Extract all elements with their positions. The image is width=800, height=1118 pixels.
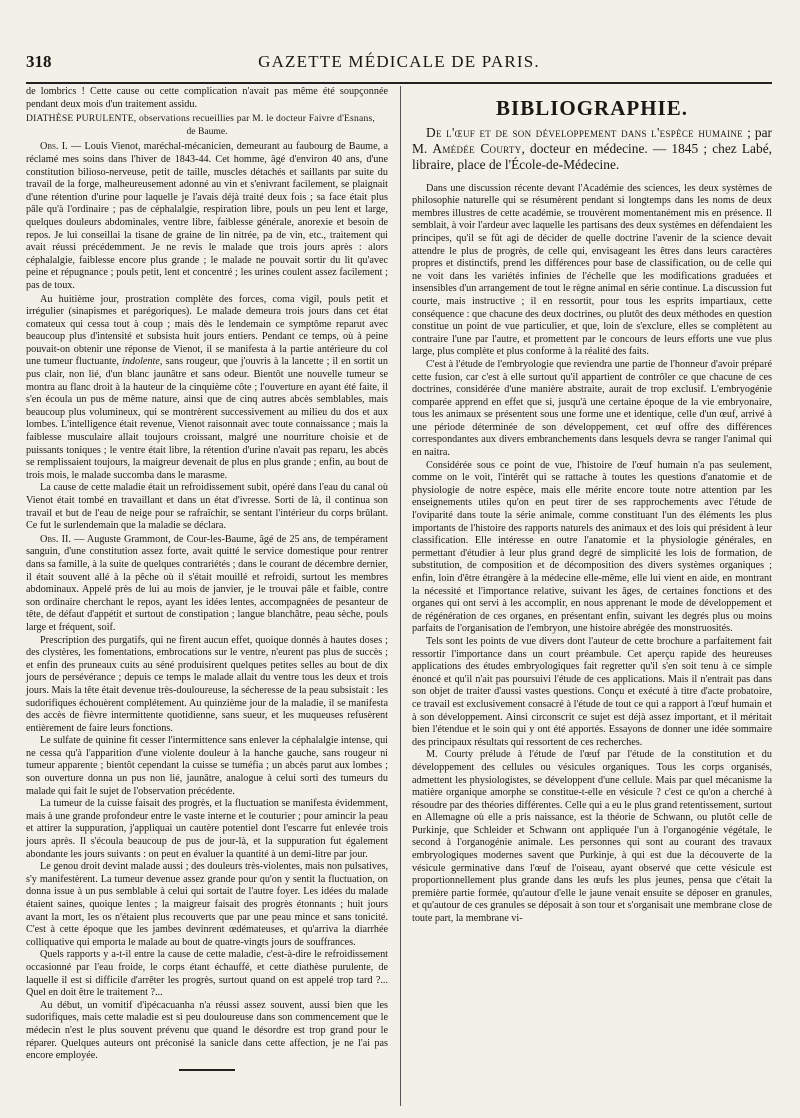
review-paragraph-2: C'est à l'étude de l'embryologie que reviendra une partie de l'honneur d'avoir préparé cette fusion, car c'est à elle surtout qu'il appartient de contrôler ce que chacune de ces doctrines, considérée d'une manière abstraite, aurait de trop exclusif. L'embryogénie comparée apprend en effet que si, jusqu'à une certaine époque de la vie embryonaire, tous les animaux se présentent sous une forme une et identique, celle d'un œuf, arrivé à une période déterminée de son développement, cet œuf offre des différences correspondantes aux divers embranchements dans lesquels devra se ranger l'animal qui en naitra. [412, 358, 772, 459]
page-number: 318 [26, 52, 52, 71]
book-title: De l'œuf et de son développement dans l'espèce humaine [426, 124, 743, 140]
paragraph-cause: La cause de cette maladie était un refroidissement subit, opéré dans l'eau du canal où Vienot était tombé en travaillant et dans un état d'ivresse. Sorti de là, il continua son travail et but de l'eau de neige pour se rafraîchir, se sentant l'intérieur du corps brûlant. Ce fut le surlendemain que la maladie se déclara. [26, 482, 388, 532]
book-ref-mid: ; par M. [412, 124, 772, 156]
review-paragraph-3: Considérée sous ce point de vue, l'histoire de l'œuf humain n'a pas seulement, comme on le voit, l'intérêt qui se rattache à toutes les questions d'anatomie et de physiologie de notre espèce, mais elle mérite encore toute notre attention par les enseignements utiles qu'on en peut tirer de ses rapprochements avec l'étude de l'oviparité dans toute la série animale, comme constituant l'un des éléments les plus importants de l'histoire des rapports naturels des animaux et des lois qui président à leur classification. Elle intéresse en outre l'anatomie et la physiologie générales, en permettant d'étudier à leur plus grand degré de simplicité les lois de formation, de substitution, de composition et de décomposition des divers systèmes organiques ; enfin, loin d'être étrangère à la médecine elle-même, elle lui vient en aide, en montrant la nécessité et l'importance relative, suivant les âges, de certaines fonctions et des organes qui ont servi à les accomplir, en nous apprenant le mode de développement et de régénération de ces organes, en présentant enfin, suivant les degrés plus ou moins parfaits de l'organisation de l'embryon, une histoire abrégée des monstruosités. [412, 459, 772, 635]
paragraph-huitieme-head: Au huitième jour, prostration complète des forces, coma vigil, pouls petit et irrégulier (sinapismes et parégoriques). Le malade demeura trois jours dans cet état comateux qui cessa tout à coup ; mais dès le lendemain ce symptôme reparut avec beaucoup plus d'intensité et subsista huit jours entiers. Pendant ce temps, où à peine pouvait-on obtenir une réponse de Vienot, il se manifesta à la partie antérieure du col une tumeur fluctuante, [26, 293, 388, 368]
left-column [26, 86, 388, 1071]
review-paragraph-4: Tels sont les points de vue divers dont l'auteur de cette brochure a parfaitement fait ressortir l'importance dans un court préambule. Cet aperçu rapide des heureuses applications des études embryologiques fait regretter qu'il s'en soit tenu à ce simple énoncé et qu'il n'ait pas poursuivi l'étude de ces applications. Mais il n'entrait pas dans son objet de traiter d'aussi vastes questions. Conçu et exécuté à titre d'acte probatoire, ce travail est exclusivement consacré à l'étude de tout ce qui a rapport à l'œuf humain et à son développement. Ainsi circonscrit ce sujet est déjà assez important, et il méritait bien l'étendue et le soin qui y ont été apportés. Essayons de donner une idée sommaire des principaux résultats qui ressortent de ces recherches. [412, 635, 772, 748]
emphasis-indolente: indolente [121, 356, 160, 368]
observation-2 [26, 534, 388, 635]
observation-2-text: — Auguste Grammont, de Cour-les-Baume, âgé de 25 ans, de tempérament sanguin, d'une constitution assez forte, avait quitté le service domestique pour rentrer dans sa famille, à la suite de quelques contrariétés ; dans le courant de décembre dernier, il était souvent allé à la pêche où il s'était mouillé et refroidi, surtout les membres abdominaux. Appelé près de lui au mois de janvier, je le trouvai pâle et faible, contre son ordinaire cherchant le repos, ayant les idées lentes, accompagnées de pesanteur de tête, de défaut d'appétit et surtout de constipation ; langue blanchâtre, peau sèche, pouls large et fréquent, soif. [26, 533, 388, 633]
case-title: DIATHÈSE PURULENTE, observations recueillies par M. le docteur Faivre d'Esnans, [26, 113, 375, 125]
book-ref-tail: , docteur en médecine. — 1845 ; chez Labé, libraire, place de l'École-de-Médecine. [412, 140, 772, 172]
paragraph-prescription: Prescription des purgatifs, qui ne firent aucun effet, quoique donnés à hautes doses ; des clystères, les fomentations, embrocations sur le ventre, n'eurent pas plus de succès ; et enfin des pruneaux cuits au séné produisirent quelques petites selles au bout de dix jours de persévérance ; depuis ce temps le malade allait du ventre tous les deux et trois jours. Mais la tête était devenue très-douloureuse, la sécheresse de la peau subsistait : les sudorifiques échouèrent complétement. Au quinzième jour de la maladie, il se manifesta des accès de fièvre intermittente quotidienne, sans sueur, et les muqueuses refusèrent entièrement de faire leurs fonctions. [26, 634, 388, 734]
header-rule [26, 82, 772, 84]
paragraph-huitieme-tail: , sans rougeur, que j'ouvris à la lancette ; il en sortit un pus clair, non lié, d'un blanc jaunâtre et sans odeur. Bientôt une nouvelle tumeur se montra au flanc droit à la hauteur de la cinquième côte ; l'ouverture en ayant été faite, il s'en écoula un pus de même nature, ainsi que de cinq autres abcès semblables, mais beaucoup plus volumineux, qui se montrèrent successivement au milieu du dos et aux lombes. L'intelligence était revenue, Vienot raisonnait avec toute connaissance ; mais la faiblesse musculaire allait toujours croissant, malgré une nourriture choisie et de puissants toniques ; le ventre était libre, la rétention d'urine n'avait pas reparu, les abcès se remplissaient toujours, la maigreur devenait de plus en plus grande ; enfin, au bout de trois mois, le malade succomba dans le marasme. [26, 356, 388, 481]
intro-paragraph: de lombrics ! Cette cause ou cette complication n'avait pas même été soupçonnée pendant deux mois d'un traitement assidu. [26, 86, 388, 110]
case-heading [26, 113, 388, 138]
column-divider [400, 86, 401, 1106]
section-title: BIBLIOGRAPHIE. [496, 96, 688, 120]
paragraph-rapports: Quels rapports y a-t-il entre la cause de cette maladie, c'est-à-dire le refroidissement occasionné par l'eau froide, le corps étant échauffé, et cette diathèse purulente, de laquelle il est si difficile d'arrêter les progrès, surtout quand on est appelé trop tard ?... Quel en doit être le traitement ?... [26, 949, 388, 999]
paragraph-tumeur: La tumeur de la cuisse faisait des progrès, et la fluctuation se manifesta évidemment, mais à une grande profondeur entre le vaste interne et le couturier ; pour amincir la peau et attirer la suppuration, j'appliquai un cautère potentiel dont l'escarre fut enlevée trois jours après. Il s'écoula beaucoup de pus de jour-là, et la suppuration fut également abondante les jours suivants : on peut en évaluer la quantité à un demi-litre par jour. [26, 798, 388, 860]
review-paragraph-1: Dans une discussion récente devant l'Académie des sciences, les deux systèmes de philosophie naturelle qui se résumèrent pendant si longtemps dans les noms de deux membres illustres de cette académie, se trouvèrent momentanément mis en présence. Il semblait, à voir l'ardeur avec laquelle les partisans des deux systèmes en défendaient les principes, qu'il se fût agi de décider de quelle doctrine l'avenir de la science devait attendre le plus de progrès, de celle qui, envisageant les êtres dans leurs caractères propres et distinctifs, prend les différences pour base de classification, ou de celle qui ne voit dans les variétés infinies de l'échelle que les modifications graduées et insensibles d'un arrangement de tout le règne animal en série continue. La discussion fut courte, mais instructive ; il en ressortit, pour tous les esprits impartiaux, cette conséquence : que chacune des deux doctrines, ou plutôt des deux méthodes en question constitue un point de vue particulier, et que, loin de s'exclure, elles se complètent au contraire l'une par l'autre, et promettent par le concours de leurs efforts une vue plus large, plus complète et plus conforme à la réalité des faits. [412, 182, 772, 358]
paragraph-debut: Au début, un vomitif d'ipécacuanha n'a réussi assez souvent, aussi bien que les sudorifiques, mais cette maladie est si peu douloureuse dans son commencement que le médecin n'est le plus souvent prévenu que quand le désordre est trop grand pour le réparer. Quelques auteurs ont préconisé la sanicle dans cette affection, je ne l'ai pas encore employée. [26, 999, 388, 1062]
journal-title: GAZETTE MÉDICALE DE PARIS. [258, 52, 540, 71]
book-reference [412, 125, 772, 173]
end-rule [179, 1069, 235, 1071]
paragraph-sulfate: Le sulfate de quinine fit cesser l'intermittence sans enlever la céphalalgie intense, qui ne cessa qu'à l'apparition d'une violente douleur à la hanche gauche, sans rougeur ni tumeur apparente ; bientôt cependant la cuisse se tuméfia ; un abcès parut aux lombes ; son ouverture donna un pus non lié, jaunâtre, analogue à celui sorti des tumeurs du malade qui fait le sujet de l'observation précédente. [26, 735, 388, 797]
page-header [26, 52, 772, 76]
case-byline: de Baume. [186, 125, 228, 137]
book-author: Amédée Courty [432, 140, 522, 156]
observation-2-label: Obs. II. [40, 533, 71, 545]
review-paragraph-5: M. Courty prélude à l'étude de l'œuf par l'étude de la constitution et du développement des cellules ou vésicules organiques. Tous les corps organisés, admettent les physiologistes, se développent d'une cellule. Mais par quel mécanisme la matière organique amorphe se constitue-t-elle en vésicule ? c'est ce qu'on a cherché à résoudre par des théories différentes. Celle qui a eu le plus grand retentissement, surtout en Allemagne où elle a pris naissance, est la théorie de Schwann, ou plutôt celle de Purkinje, que Schleider et Schwann ont appliquée l'un à l'organogénie végétale, le second à l'organogénie animale. Les personnes qui sont au courant des travaux embryologiques modernes savent que Purkinje, à qui est due la découverte de la vésicule germinative dans l'œuf de l'oiseau, ayant observé que cette vésicule est proportionnellement plus grande dans les œufs les plus jeunes, pensa que c'était la première partie formée, qu'autour d'elle le jaune venait ensuite se déposer en granules, et qu'autour de ces granules se déposait à son tour et s'organisait une membrane close de toute part, la membrane vi- [412, 749, 772, 925]
right-column [412, 86, 772, 926]
observation-1-text: — Louis Vienot, maréchal-mécanicien, demeurant au faubourg de Baume, a réclamé mes soins dans l'hiver de 1843-44. Cet homme, âgé d'environ 40 ans, d'une constitution bilioso-nerveuse, petit de taille, muscles détachés et saillants par suite du travail de la forge, malheureusement adonné au vin et s'enivrant facilement, se plaignait d'une rétention d'urine pour laquelle je l'avais déjà traité deux fois ; sa face était plus pâle qu'à l'ordinaire ; pas de céphalalgie, respiration libre, pouls un peu lent et large, quelques douleurs abdominales, ventre libre, faiblesse générale, anorexie et besoin de repos. Je lui conseillai la tisane de graine de lin nitrée, pa de vin, etc., traitement qui avait réussi précédemment. Je ne revis le malade que trois jours après : alors céphalalgie, faiblesse encore plus grande ; le malade ne pouvait sortir du lit qu'avec peine et répugnance ; pouls petit, lent et concentré ; les urines coulent assez facilement ; pas de toux. [26, 141, 389, 291]
observation-1-label: Obs. I. [40, 141, 68, 153]
paragraph-huitieme-jour [26, 294, 388, 483]
observation-1 [26, 141, 388, 292]
paragraph-genou: Le genou droit devint malade aussi ; des douleurs très-violentes, mais non pulsatives, s'y manifestèrent. La tumeur devenue assez grande pour qu'on y sentit la fluctuation, on donna issue à un pus semblable à celui qui sortait de l'autre foyer. Les idées du malade étaient saines, quoique lentes ; la maigreur faisait des progrès étonnants ; huit jours avant la mort, les os n'étaient plus recouverts que par une peau mince et sans tonicité. C'est à cette époque que les jambes devinrent œdémateuses, et qu'arriva la diarrhée colliquative qui emporta le malade au bout de quatre-vingts jours de souffrances. [26, 861, 388, 948]
